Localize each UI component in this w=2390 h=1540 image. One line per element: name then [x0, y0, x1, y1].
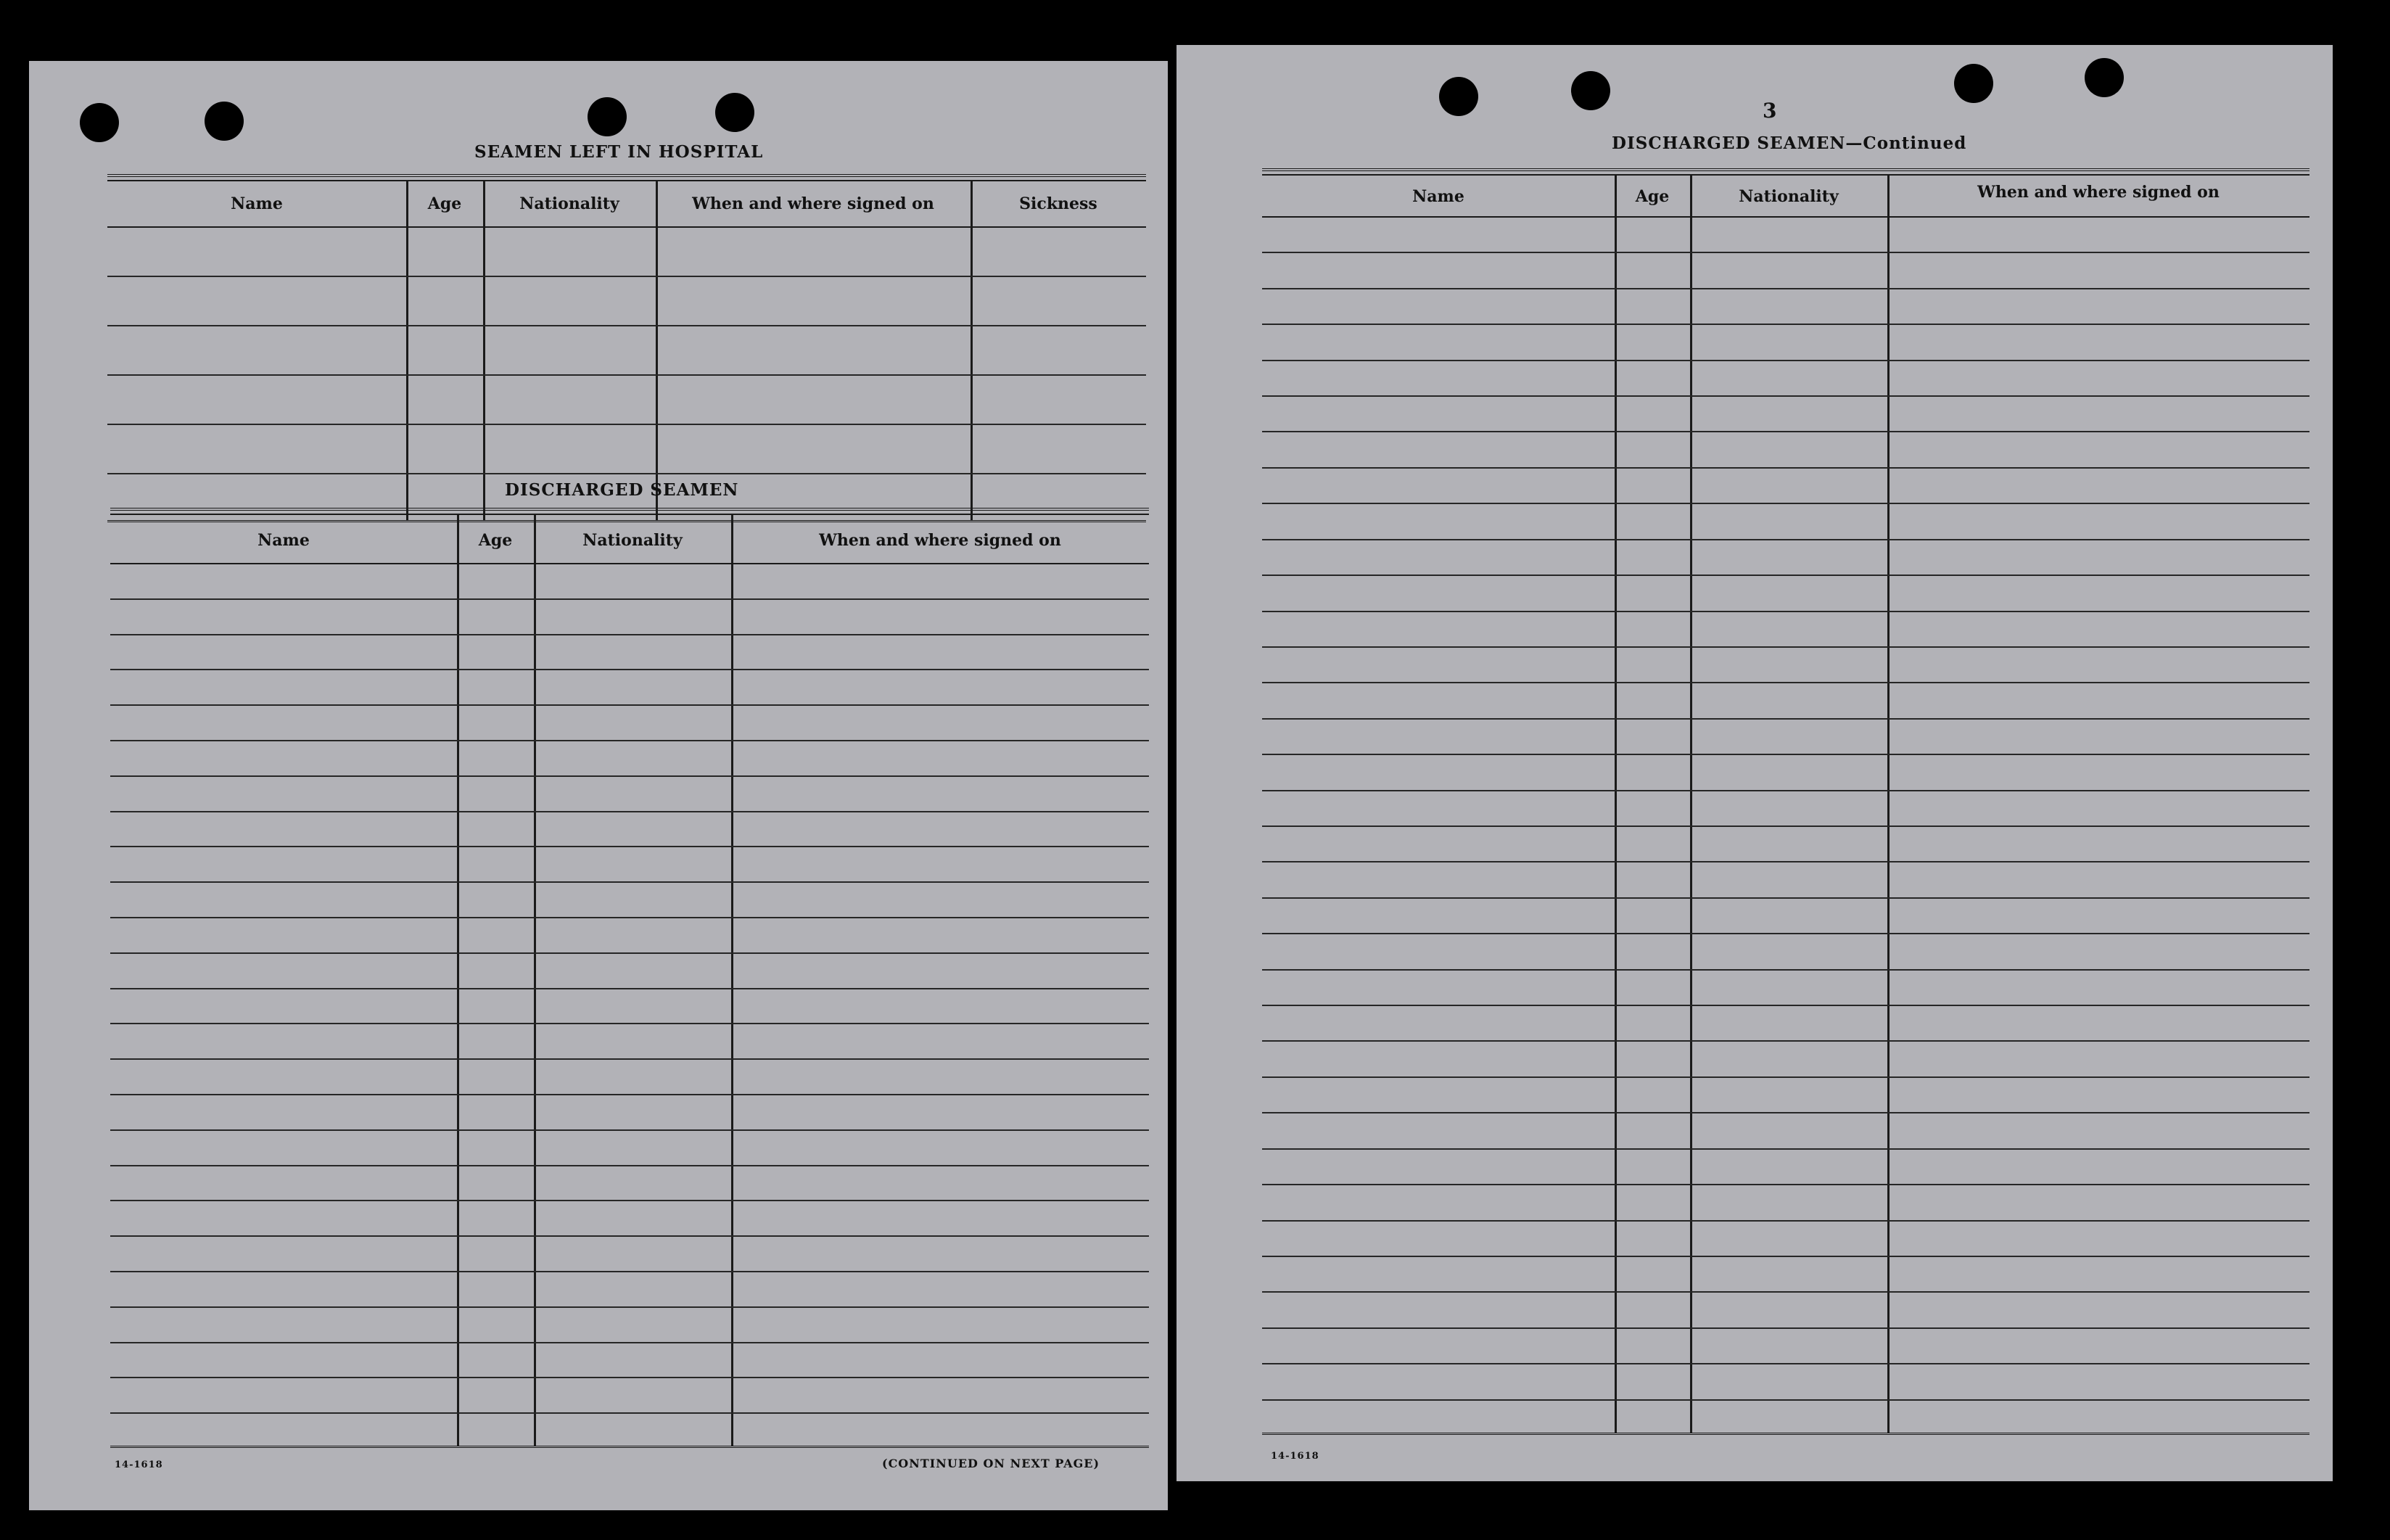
blank-row-line — [110, 1377, 1149, 1378]
punch-hole — [80, 103, 119, 142]
blank-row-line — [1262, 252, 2309, 253]
column-header-signed-on: When and where signed on — [692, 194, 934, 213]
column-rule — [656, 180, 658, 520]
discharged-section-title: DISCHARGED SEAMEN — [505, 480, 739, 500]
blank-row-line — [107, 473, 1146, 474]
blank-row-line — [1262, 825, 2309, 827]
blank-row-line — [1262, 1399, 2309, 1401]
header-separator — [1262, 216, 2309, 218]
blank-row-line — [110, 952, 1149, 954]
blank-row-line — [1262, 1076, 2309, 1078]
blank-row-line — [1262, 575, 2309, 576]
blank-row-line — [1262, 790, 2309, 791]
blank-row-line — [110, 846, 1149, 847]
hospital-section-title: SEAMEN LEFT IN HOSPITAL — [474, 142, 764, 162]
blank-row-line — [110, 1412, 1149, 1414]
blank-row-line — [1262, 1148, 2309, 1150]
blank-row-line — [1262, 861, 2309, 862]
column-header-nationality: Nationality — [1739, 187, 1839, 206]
column-header-sickness: Sickness — [1019, 194, 1097, 213]
blank-row-line — [1262, 1184, 2309, 1185]
blank-row-line — [110, 740, 1149, 741]
blank-row-line — [1262, 646, 2309, 648]
punch-hole — [588, 97, 627, 136]
column-rule — [483, 180, 485, 520]
punch-hole — [205, 102, 244, 141]
blank-row-line — [110, 1129, 1149, 1131]
form-number: 14-1618 — [115, 1459, 163, 1470]
blank-row-line — [110, 775, 1149, 777]
column-rule — [1690, 174, 1692, 1433]
blank-row-line — [1262, 1220, 2309, 1222]
blank-row-line — [1262, 467, 2309, 469]
hospital-table — [107, 174, 1146, 522]
blank-row-line — [1262, 718, 2309, 720]
page-number: 3 — [1763, 99, 1777, 123]
column-header-age: Age — [478, 531, 513, 550]
right-page — [1177, 45, 2333, 1481]
punch-hole — [1439, 77, 1478, 116]
column-header-age: Age — [1635, 187, 1670, 206]
blank-row-line — [1262, 682, 2309, 683]
column-header-name: Name — [257, 531, 310, 550]
blank-row-line — [110, 1094, 1149, 1095]
blank-row-line — [1262, 360, 2309, 361]
blank-row-line — [110, 1306, 1149, 1308]
column-rule — [971, 180, 973, 520]
blank-row-line — [110, 1058, 1149, 1060]
blank-row-line — [107, 424, 1146, 425]
column-header-nationality: Nationality — [582, 531, 683, 550]
punch-hole — [1571, 71, 1610, 110]
blank-row-line — [110, 598, 1149, 600]
blank-row-line — [1262, 539, 2309, 540]
column-header-nationality: Nationality — [519, 194, 619, 213]
blank-row-line — [110, 1023, 1149, 1024]
blank-row-line — [110, 811, 1149, 812]
blank-row-line — [110, 1165, 1149, 1166]
blank-row-line — [1262, 324, 2309, 325]
blank-row-line — [1262, 1291, 2309, 1293]
column-header-name: Name — [231, 194, 283, 213]
discharged-continued-title: DISCHARGED SEAMEN—Continued — [1612, 133, 1967, 153]
column-header-signed-on: When and where signed on — [1977, 183, 2220, 202]
blank-row-line — [110, 1342, 1149, 1343]
blank-row-line — [110, 669, 1149, 670]
header-separator — [107, 226, 1146, 228]
blank-row-line — [1262, 431, 2309, 432]
blank-row-line — [1262, 1363, 2309, 1364]
blank-row-line — [107, 374, 1146, 376]
blank-row-line — [1262, 503, 2309, 504]
column-rule — [1887, 174, 1890, 1433]
blank-row-line — [1262, 1112, 2309, 1113]
blank-row-line — [1262, 395, 2309, 397]
blank-row-line — [110, 1200, 1149, 1201]
discharged-continued-table — [1262, 168, 2309, 1435]
blank-row-line — [1262, 288, 2309, 289]
column-header-signed-on: When and where signed on — [819, 531, 1061, 550]
continued-note: (CONTINUED ON NEXT PAGE) — [882, 1457, 1100, 1470]
column-header-name: Name — [1412, 187, 1464, 206]
blank-row-line — [1262, 1040, 2309, 1042]
blank-row-line — [107, 325, 1146, 326]
form-number: 14-1618 — [1271, 1451, 1319, 1462]
blank-row-line — [110, 1235, 1149, 1237]
punch-hole — [2085, 58, 2124, 97]
blank-row-line — [107, 276, 1146, 277]
column-rule — [1615, 174, 1617, 1433]
blank-row-line — [110, 881, 1149, 883]
blank-row-line — [1262, 1005, 2309, 1006]
discharged-table — [110, 508, 1149, 1448]
column-rule — [406, 180, 408, 520]
blank-row-line — [1262, 933, 2309, 934]
blank-row-line — [1262, 897, 2309, 899]
blank-row-line — [110, 704, 1149, 706]
blank-row-line — [1262, 754, 2309, 755]
left-page — [29, 61, 1168, 1510]
blank-row-line — [110, 634, 1149, 635]
blank-row-line — [110, 1271, 1149, 1272]
blank-row-line — [110, 988, 1149, 989]
blank-row-line — [1262, 969, 2309, 971]
blank-row-line — [1262, 611, 2309, 612]
column-header-age: Age — [427, 194, 462, 213]
header-separator — [110, 563, 1149, 564]
blank-row-line — [110, 917, 1149, 918]
blank-row-line — [1262, 1256, 2309, 1257]
blank-row-line — [1262, 1327, 2309, 1329]
punch-hole — [1954, 64, 1993, 103]
punch-hole — [715, 93, 754, 132]
